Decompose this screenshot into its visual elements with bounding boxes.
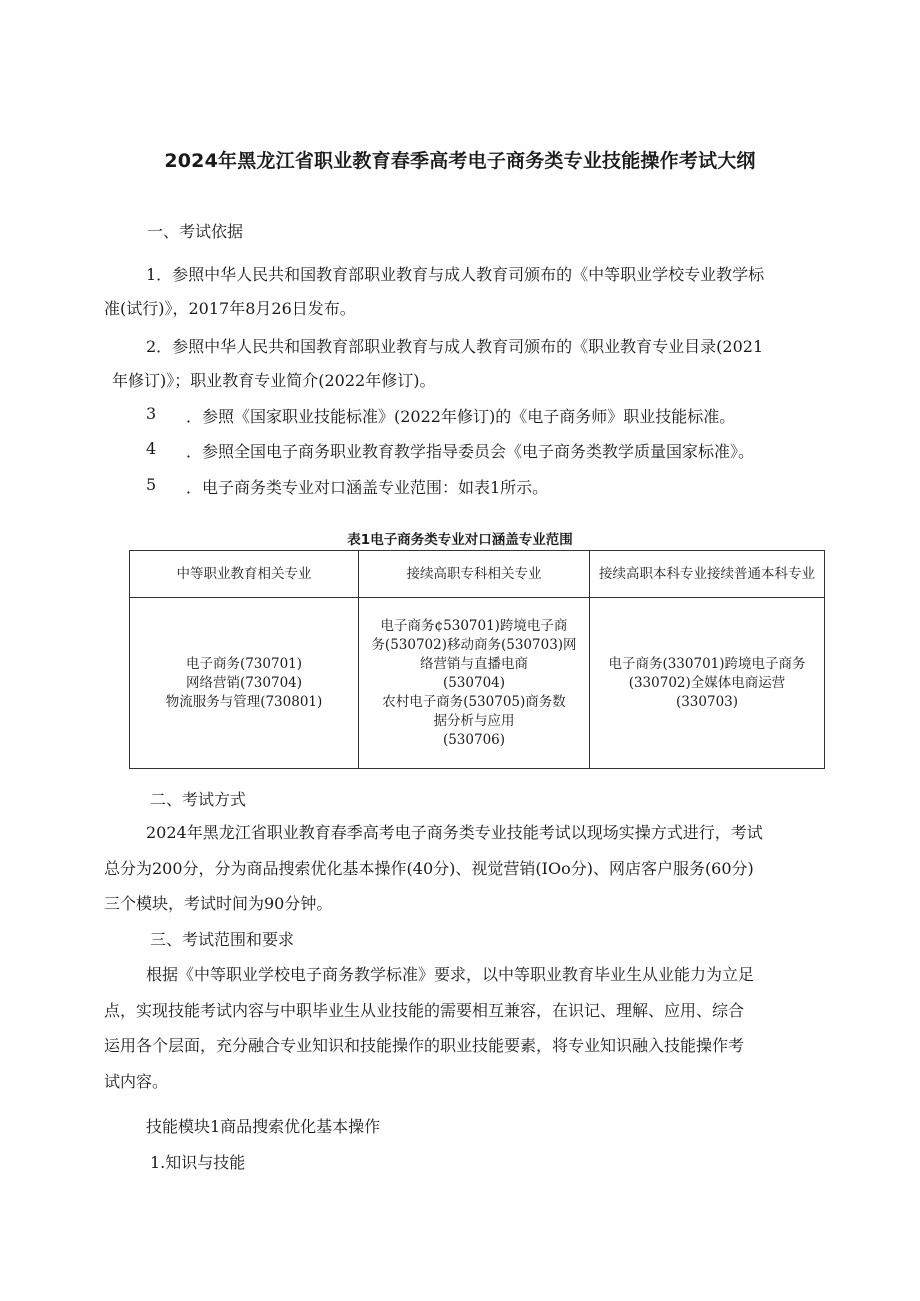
table-caption: 表1电子商务类专业对口涵盖专业范围	[347, 532, 573, 548]
basis-item-1-line1: 1．参照中华人民共和国教育部职业教育与成人教育司颁布的《中等职业学校专业教学标	[146, 265, 765, 284]
table-header-cell-text: 接续高职本科专业接续普通本科专业	[599, 565, 815, 582]
basis-item-2-line1: 2．参照中华人民共和国教育部职业教育与成人教育司颁布的《职业教育专业目录(2021	[146, 337, 764, 356]
table-cell-line: 网络营销(730704)	[185, 674, 303, 691]
table-header-cell	[590, 551, 825, 598]
section3-line: 运用各个层面，充分融合专业知识和技能操作的职业技能要素，将专业知识融入技能操作考	[104, 1036, 745, 1055]
basis-item-1-line2: 准(试行)》，2017年8月26日发布。	[104, 299, 356, 318]
major-scope-table	[129, 550, 825, 769]
page-title: 2024年黑龙江省职业教育春季高考电子商务类专业技能操作考试大纲	[164, 150, 756, 172]
table-cell-line: 电子商务(730701)	[185, 655, 303, 672]
table-cell-secondary	[130, 598, 359, 769]
basis-item-5-num: 5	[146, 475, 157, 494]
section2-line: 三个模块，考试时间为90分钟。	[104, 894, 333, 913]
table-cell-undergraduate	[590, 598, 825, 769]
section2-line: 总分为200分，分为商品搜索优化基本操作(40分)、视觉营销(IOo分)、网店客户服务(60分)	[104, 859, 754, 878]
table-cell-line: 农村电子商务(530705)商务数	[382, 693, 566, 710]
table-cell-line: 电子商务(330701)跨境电子商务	[608, 655, 806, 672]
table-cell-line: (530704)	[442, 674, 506, 691]
table-cell-line: 络营销与直播电商	[420, 655, 528, 672]
section3-line: 点，实现技能考试内容与中职毕业生从业技能的需要相互兼容，在识记、理解、应用、综合	[104, 1001, 745, 1020]
basis-item-5-text: ．电子商务类专业对口涵盖专业范围：如表1所示。	[186, 478, 549, 497]
table-row	[130, 598, 825, 769]
section2-line: 2024年黑龙江省职业教育春季高考电子商务类专业技能考试以现场实操方式进行，考试	[146, 823, 763, 842]
section2-heading: 二、考试方式	[150, 790, 247, 809]
table-cell-line: 电子商务¢530701)跨境电子商	[380, 617, 568, 634]
table-cell-line: 务(530702)移动商务(530703)网	[371, 636, 577, 653]
section1-heading: 一、考试依据	[147, 222, 244, 241]
section3-line: 根据《中等职业学校电子商务教学标准》要求，以中等职业教育毕业生从业能力为立足	[146, 965, 755, 984]
table-header-cell: 接续高职专科相关专业	[359, 551, 590, 598]
table-cell-line: (530706)	[442, 731, 506, 748]
table-cell-line: (330702)全媒体电商运营	[628, 674, 786, 691]
section3-heading: 三、考试范围和要求	[150, 930, 295, 949]
module-subheading: 1.知识与技能	[150, 1153, 246, 1172]
table-cell-line: (330703)	[675, 693, 739, 710]
table-cell-line: 物流服务与管理(730801)	[165, 693, 323, 710]
table-cell-vocational	[359, 598, 590, 769]
basis-item-2-line2: 年修订)》；职业教育专业简介(2022年修订)。	[112, 371, 436, 390]
module-heading: 技能模块1商品搜索优化基本操作	[146, 1117, 381, 1136]
table-cell-line: 据分析与应用	[433, 712, 515, 729]
table-header-row	[130, 551, 825, 598]
basis-item-3-num: 3	[146, 404, 157, 423]
table-header-cell: 中等职业教育相关专业	[130, 551, 359, 598]
basis-item-3-text: ．参照《国家职业技能标准》(2022年修订)的《电子商务师》职业技能标准。	[186, 407, 736, 426]
section3-line: 试内容。	[104, 1072, 169, 1091]
basis-item-4-num: 4	[146, 439, 157, 458]
basis-item-4-text: ．参照全国电子商务职业教育教学指导委员会《电子商务类教学质量国家标准》。	[186, 442, 755, 461]
